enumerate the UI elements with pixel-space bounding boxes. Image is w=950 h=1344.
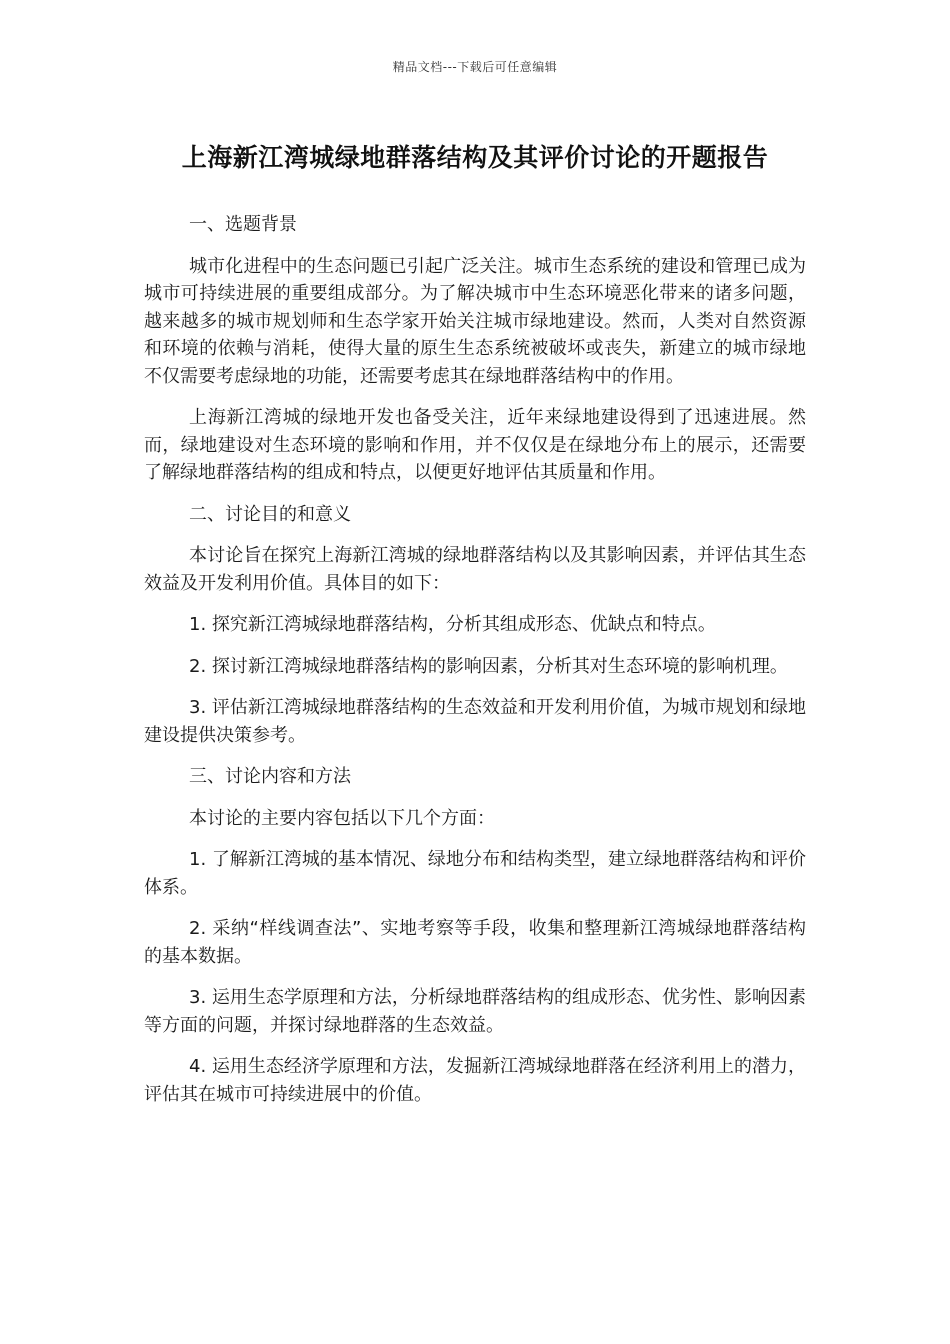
section-background: [144, 211, 806, 487]
page-header: 精品文档---下载后可任意编辑: [392, 60, 558, 74]
body-paragraph: 上海新江湾城的绿地开发也备受关注，近年来绿地建设得到了迅速进展。然而，绿地建设对生态环境的影响和作用，并不仅仅是在绿地分布上的展示，还需要了解绿地群落结构的组成和特点，以便更好地评估其质量和作用。: [144, 407, 806, 483]
list-item: 2. 探讨新江湾城绿地群落结构的影响因素，分析其对生态环境的影响机理。: [189, 655, 788, 677]
body-paragraph: 本讨论旨在探究上海新江湾城的绿地群落结构以及其影响因素，并评估其生态效益及开发利用价值。具体目的如下：: [144, 545, 806, 594]
document-title: 上海新江湾城绿地群落结构及其评价讨论的开题报告: [181, 143, 769, 172]
list-item: 3. 运用生态学原理和方法，分析绿地群落结构的组成形态、优劣性、影响因素等方面的问题，并探讨绿地群落的生态效益。: [144, 987, 806, 1036]
section-heading: 三、讨论内容和方法: [189, 766, 351, 787]
body-paragraph: 本讨论的主要内容包括以下几个方面：: [189, 807, 495, 829]
list-item: 4. 运用生态经济学原理和方法，发掘新江湾城绿地群落在经济利用上的潜力，评估其在城市可持续进展中的价值。: [144, 1056, 806, 1105]
section-purpose: [144, 501, 806, 750]
document-body: [144, 211, 806, 1122]
list-item: 1. 了解新江湾城的基本情况、绿地分布和结构类型，建立绿地群落结构和评价体系。: [144, 849, 806, 898]
list-item: 2. 采纳“样线调查法”、实地考察等手段，收集和整理新江湾城绿地群落结构的基本数据。: [144, 918, 806, 967]
list-item: 3. 评估新江湾城绿地群落结构的生态效益和开发利用价值，为城市规划和绿地建设提供决策参考。: [144, 697, 806, 746]
section-heading: 一、选题背景: [189, 214, 297, 235]
section-heading: 二、讨论目的和意义: [189, 503, 351, 525]
list-item: 1. 探究新江湾城绿地群落结构，分析其组成形态、优缺点和特点。: [189, 614, 716, 635]
section-content-methods: [144, 763, 806, 1108]
body-paragraph: 城市化进程中的生态问题已引起广泛关注。城市生态系统的建设和管理已成为城市可持续进展的重要组成部分。为了解决城市中生态环境恶化带来的诸多问题，越来越多的城市规划师和生态学家开始关注城市绿地建设。然而，人类对自然资源和环境的依赖与消耗，使得大量的原生生态系统被破坏或丧失，新建立的城市绿地不仅需要考虑绿地的功能，还需要考虑其在绿地群落结构中的作用。: [144, 255, 806, 387]
